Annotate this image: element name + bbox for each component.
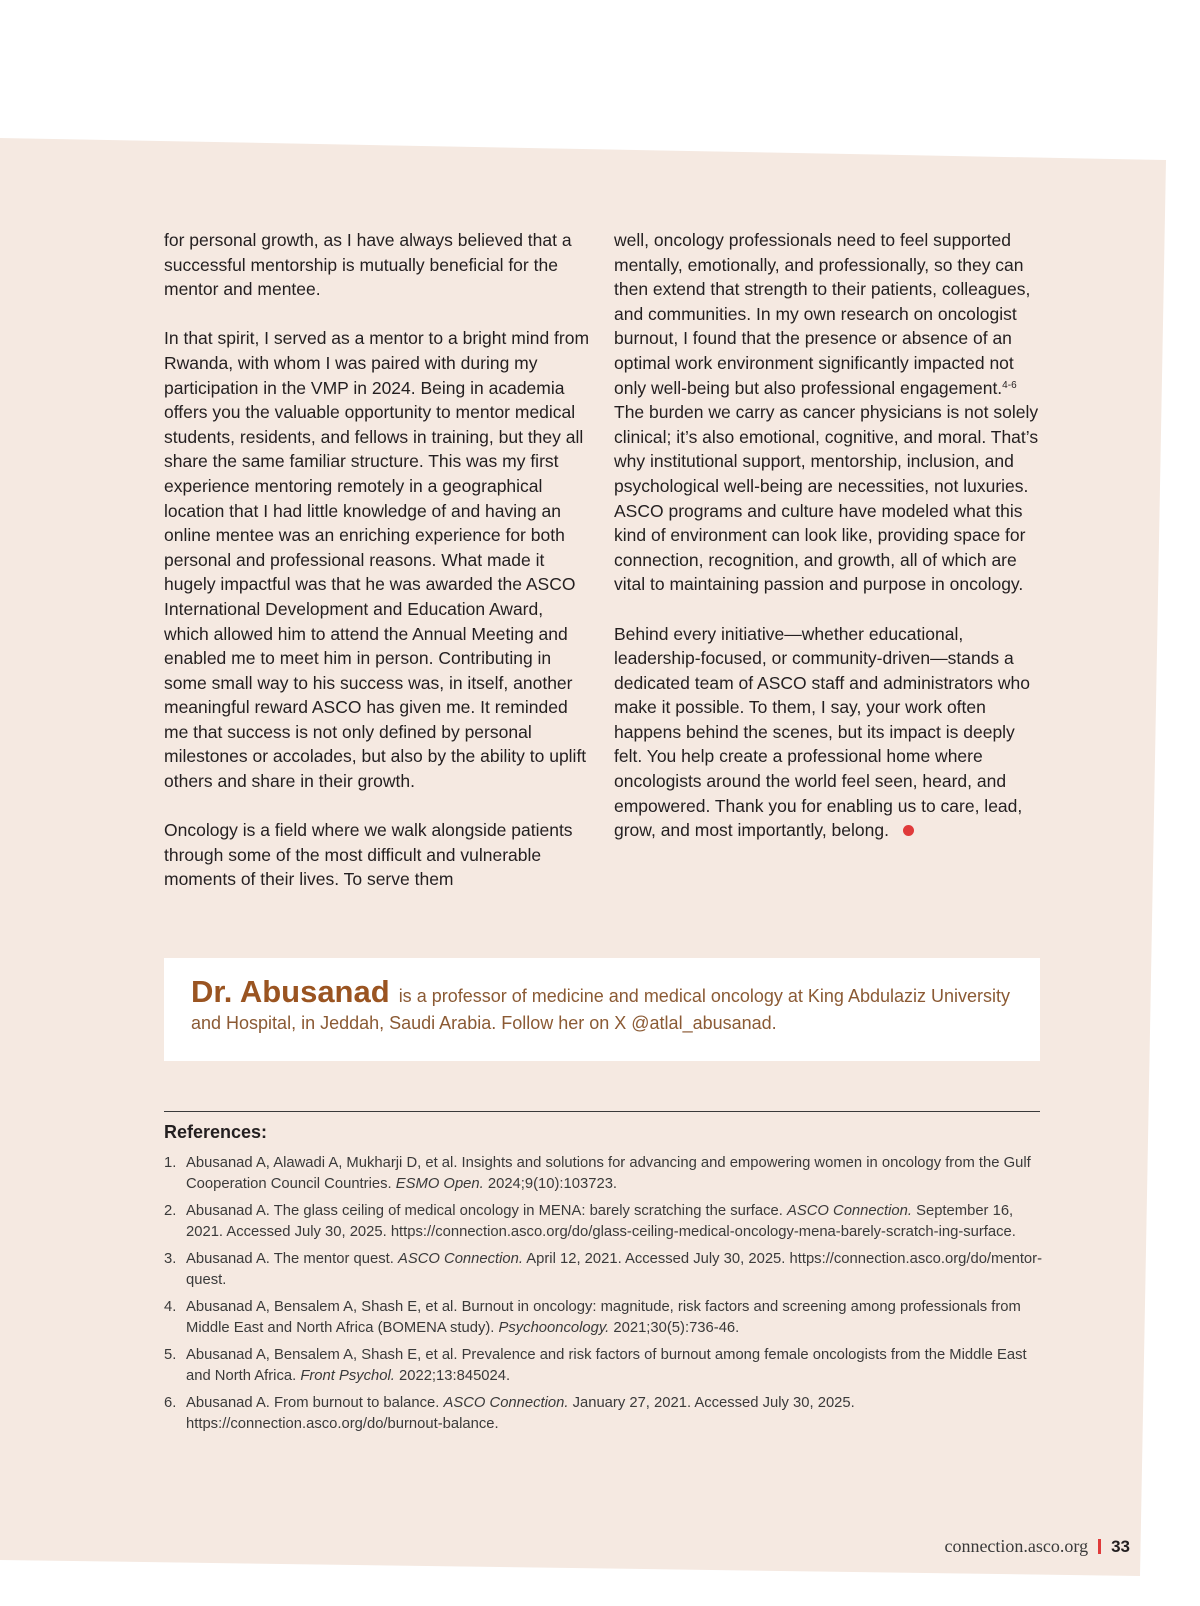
- paragraph-text: well, oncology professionals need to feel supported mentally, emotionally, and professionally, so they can then extend that strength to their patients, colleagues, and communities. In my own research on oncologist burnout, I found that the presence or absence of an optimal work environment significantly impacted not only well-being but also professional engagement.: [614, 230, 1031, 398]
- article-left-column: [164, 228, 592, 917]
- reference-text: September 16, 2021. Accessed July 30, 2025. https://connection.asco.org/do/glass-ceiling-medical-oncology-mena-barely-scratch-ing-surface.: [186, 1203, 1016, 1240]
- article-paragraph: Oncology is a field where we walk alongside patients through some of the most difficult and vulnerable moments of their lives. To serve them: [164, 820, 573, 890]
- reference-text: April 12, 2021. Accessed July 30, 2025. https://connection.asco.org/do/mentor-quest.: [186, 1251, 1043, 1288]
- reference-text: 2022;13:845024.: [394, 1367, 511, 1384]
- article-right-column: [614, 228, 1044, 867]
- reference-text: Abusanad A. The glass ceiling of medical oncology in MENA: barely scratching the surface.: [186, 1203, 787, 1219]
- reference-item: [164, 1297, 1044, 1338]
- reference-text: January 27, 2021. Accessed July 30, 2025. https://connection.asco.org/do/burnout-balance.: [186, 1395, 855, 1432]
- reference-journal: Front Psychol.: [300, 1367, 395, 1384]
- end-of-article-dot-icon: [903, 825, 914, 836]
- page-footer: [944, 1536, 1130, 1557]
- page-number: 33: [1111, 1536, 1130, 1556]
- citation-superscript: 4-6: [1002, 379, 1017, 391]
- reference-text: Abusanad A, Bensalem A, Shash E, et al. Burnout in oncology: magnitude, risk factors and screening among professionals from Middle East and North Africa (BOMENA study).: [186, 1299, 1021, 1336]
- reference-item: [164, 1345, 1044, 1386]
- paragraph-text: Behind every initiative—whether educational, leadership-focused, or community-driven—stands a dedicated team of ASCO staff and administrators who make it possible. To them, I say, your work often happens behind the scenes, but its impact is deeply felt. You help create a professional home where oncologists around the world feel seen, heard, and empowered. Thank you for enabling us to care, lead, grow, and most importantly, belong.: [614, 623, 1031, 841]
- reference-item: [164, 1153, 1044, 1194]
- reference-item: [164, 1201, 1044, 1242]
- reference-journal: ESMO Open.: [395, 1175, 484, 1192]
- article-paragraph: [614, 622, 1044, 843]
- article-paragraph: for personal growth, as I have always believed that a successful mentorship is mutually beneficial for the mentor and mentee.: [164, 230, 572, 300]
- reference-text: Abusanad A. The mentor quest.: [186, 1251, 398, 1267]
- footer-divider: [1098, 1539, 1101, 1554]
- reference-journal: ASCO Connection.: [397, 1251, 523, 1267]
- reference-item: [164, 1249, 1044, 1290]
- author-name: Dr. Abusanad: [191, 974, 390, 1009]
- author-bio-box: [164, 958, 1040, 1061]
- reference-text: 2024;9(10):103723.: [483, 1175, 618, 1192]
- footer-site-link[interactable]: connection.asco.org: [944, 1536, 1089, 1556]
- paragraph-text: The burden we carry as cancer physicians is not solely clinical; it’s also emotional, cognitive, and moral. That’s why institutional support, mentorship, inclusion, and psychological well-being are necessities, not luxuries. ASCO programs and culture have modeled what this kind of environment can look like, providing space for connection, recognition, and growth, all of which are vital to maintaining passion and purpose in oncology.: [614, 402, 1039, 595]
- article-paragraph: [614, 228, 1044, 597]
- reference-number: 6.: [164, 1395, 177, 1411]
- references-list: [164, 1153, 1044, 1441]
- reference-number: 5.: [164, 1347, 177, 1363]
- reference-number: 3.: [164, 1251, 177, 1267]
- reference-journal: ASCO Connection.: [786, 1203, 912, 1219]
- reference-text: Abusanad A. From burnout to balance.: [186, 1395, 444, 1411]
- author-bio-text: is a professor of medicine and medical oncology at King Abdulaziz University and Hospital, in Jeddah, Saudi Arabia. Follow her on X @atlal_abusanad.: [191, 986, 1011, 1033]
- reference-number: 2.: [164, 1203, 177, 1219]
- reference-item: [164, 1393, 1044, 1434]
- reference-number: 1.: [164, 1155, 177, 1171]
- reference-text: 2021;30(5):736-46.: [609, 1319, 740, 1336]
- reference-journal: ASCO Connection.: [443, 1395, 569, 1411]
- reference-journal: Psychooncology.: [498, 1319, 610, 1336]
- reference-text: Abusanad A, Alawadi A, Mukharji D, et al. Insights and solutions for advancing and empowering women in oncology from the Gulf Cooperation Council Countries.: [186, 1155, 1031, 1192]
- reference-number: 4.: [164, 1299, 177, 1315]
- references-divider: [164, 1111, 1040, 1112]
- reference-text: Abusanad A, Bensalem A, Shash E, et al. Prevalence and risk factors of burnout among female oncologists from the Middle East and North Africa.: [186, 1347, 1027, 1384]
- references-heading: References:: [164, 1122, 268, 1142]
- article-paragraph: In that spirit, I served as a mentor to a bright mind from Rwanda, with whom I was paired with during my participation in the VMP in 2024. Being in academia offers you the valuable opportunity to mentor medical students, residents, and fellows in training, but they all share the same familiar structure. This was my first experience mentoring remotely in a geographical location that I had little knowledge of and having an online mentee was an enriching experience for both personal and professional reasons. What made it hugely impactful was that he was awarded the ASCO International Development and Education Award, which allowed him to attend the Annual Meeting and enabled me to meet him in person. Contributing in some small way to his success was, in itself, another meaningful reward ASCO has given me. It reminded me that success is not only defined by personal milestones or accolades, but also by the ability to uplift others and share in their growth.: [164, 328, 590, 792]
